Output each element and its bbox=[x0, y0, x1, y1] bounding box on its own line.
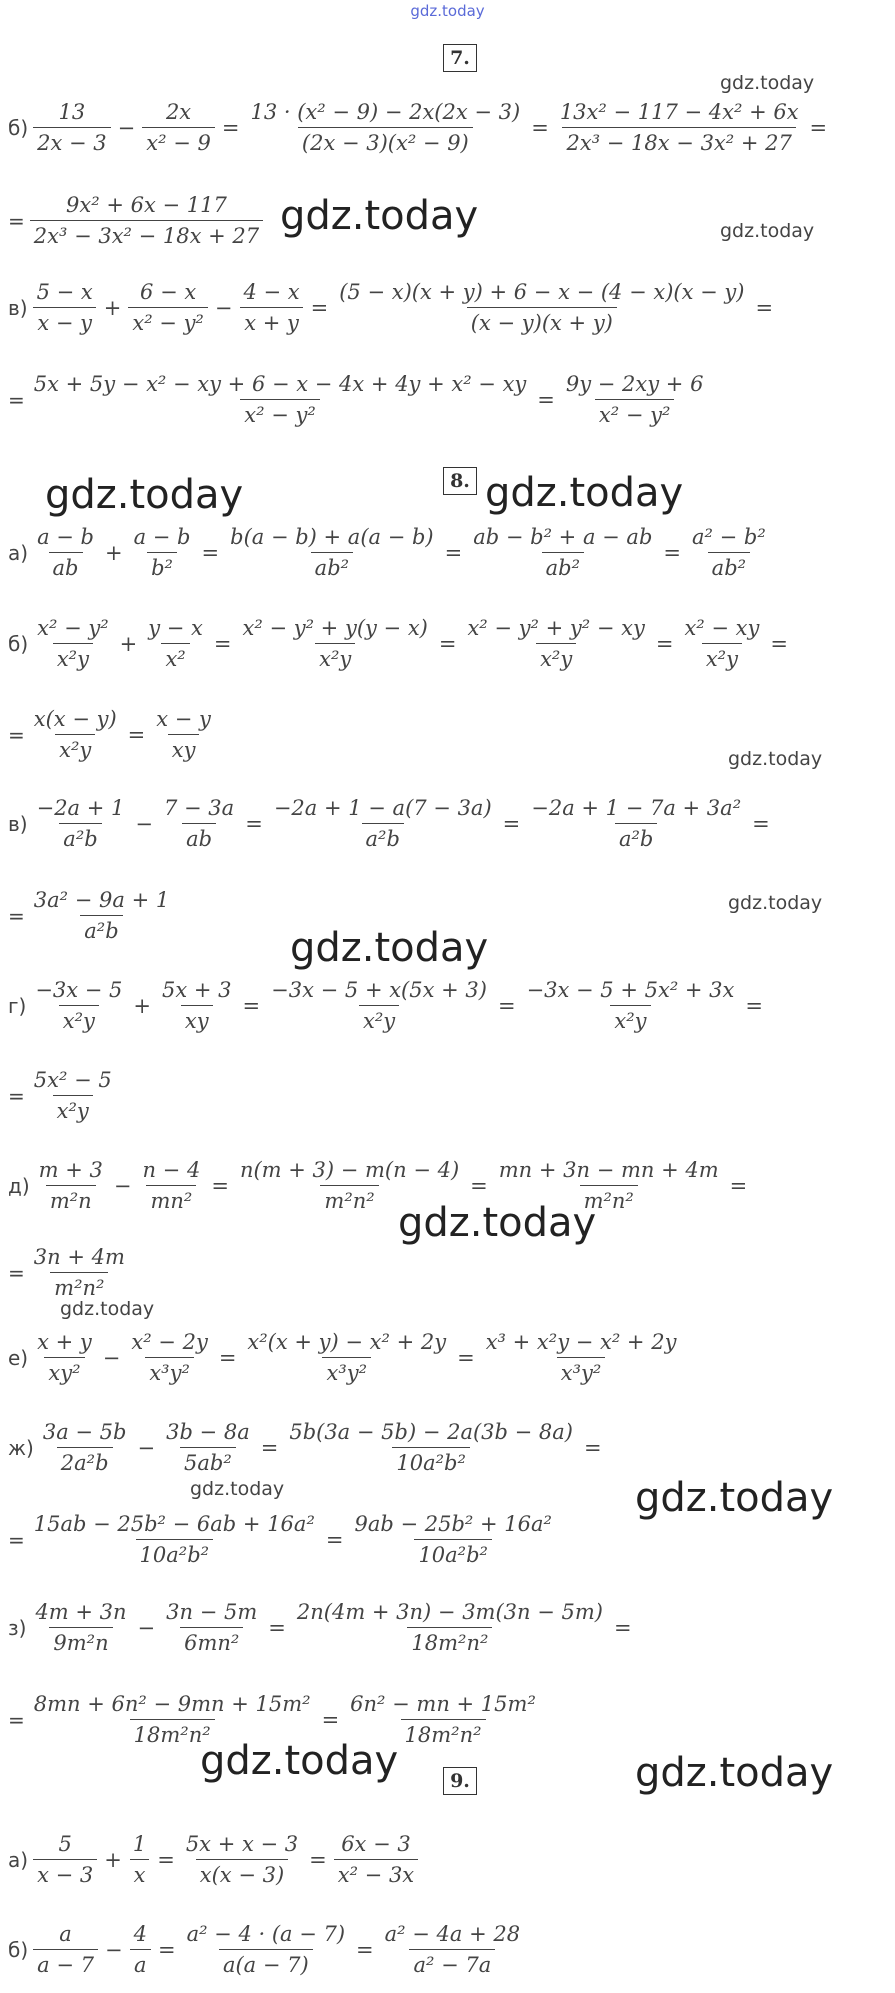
operator: = bbox=[497, 993, 516, 1018]
operator: = bbox=[655, 631, 674, 656]
watermark: gdz.today bbox=[728, 892, 823, 914]
denominator: x²y bbox=[359, 1005, 399, 1033]
numerator: 4 − x bbox=[243, 280, 300, 304]
fraction bbox=[33, 100, 111, 155]
operator: = bbox=[310, 295, 329, 320]
operator: = bbox=[211, 1173, 229, 1198]
watermark: gdz.today bbox=[45, 472, 244, 518]
operator: = bbox=[444, 540, 463, 565]
fraction bbox=[31, 1600, 130, 1655]
watermark: gdz.today bbox=[398, 1200, 597, 1246]
equation-label: = bbox=[8, 387, 25, 412]
denominator: a − 7 bbox=[33, 1949, 98, 1977]
numerator: 13x² − 117 − 4x² + 6x bbox=[559, 100, 799, 124]
equation-label: д) bbox=[8, 1173, 30, 1198]
fraction bbox=[33, 1832, 97, 1887]
operator: = bbox=[537, 387, 555, 412]
fraction bbox=[495, 1158, 723, 1213]
equation-line bbox=[8, 1330, 682, 1385]
denominator: x²y bbox=[53, 1095, 93, 1123]
denominator: ab² bbox=[708, 552, 750, 580]
watermark: gdz.today bbox=[280, 193, 479, 239]
operator: = bbox=[201, 540, 220, 565]
equation-label: ж) bbox=[8, 1435, 34, 1460]
denominator: m²n² bbox=[320, 1185, 378, 1213]
operator: = bbox=[242, 993, 261, 1018]
numerator: x + y bbox=[37, 1330, 92, 1354]
denominator: m²n² bbox=[50, 1272, 108, 1300]
denominator: a²b bbox=[615, 823, 657, 851]
denominator: b² bbox=[147, 552, 177, 580]
numerator: x² − y² bbox=[37, 616, 109, 640]
operator: − bbox=[104, 1937, 123, 1962]
fraction bbox=[162, 1600, 261, 1655]
operator: + bbox=[119, 631, 138, 656]
denominator: 2x³ − 3x² − 18x + 27 bbox=[30, 220, 263, 248]
operator: = bbox=[213, 631, 232, 656]
watermark: gdz.today bbox=[60, 1298, 155, 1320]
fraction bbox=[183, 1922, 349, 1977]
fraction bbox=[33, 525, 98, 580]
denominator: m²n bbox=[46, 1185, 96, 1213]
fraction bbox=[556, 100, 803, 155]
denominator: x²y bbox=[702, 643, 742, 671]
watermark: gdz.today bbox=[190, 1478, 285, 1500]
fraction bbox=[243, 1330, 450, 1385]
denominator: ab² bbox=[542, 552, 584, 580]
operator: = bbox=[218, 1345, 237, 1370]
fraction bbox=[152, 707, 215, 762]
fraction bbox=[130, 1922, 151, 1977]
denominator: 2x³ − 18x − 3x² + 27 bbox=[562, 127, 795, 155]
operator: − bbox=[113, 1173, 132, 1198]
operator: − bbox=[102, 1345, 121, 1370]
fraction bbox=[33, 796, 129, 851]
watermark: gdz.today bbox=[200, 1738, 399, 1784]
watermark: gdz.today bbox=[485, 470, 684, 516]
fraction bbox=[30, 1692, 315, 1747]
fraction bbox=[350, 1512, 555, 1567]
fraction bbox=[130, 525, 195, 580]
equation-line bbox=[8, 1512, 558, 1567]
denominator: x²y bbox=[55, 734, 95, 762]
numerator: 3n + 4m bbox=[33, 1245, 125, 1269]
numerator: a − b bbox=[133, 525, 191, 549]
numerator: 3n − 5m bbox=[166, 1600, 258, 1624]
operator: = bbox=[770, 631, 788, 656]
fraction bbox=[285, 1420, 577, 1475]
numerator: x² − y² + y(y − x) bbox=[242, 616, 428, 640]
denominator: x² − y² bbox=[595, 399, 675, 427]
problem-8-number: 8. bbox=[443, 467, 477, 495]
fraction bbox=[523, 978, 739, 1033]
watermark: gdz.today bbox=[728, 748, 823, 770]
numerator: b(a − b) + a(a − b) bbox=[230, 525, 434, 549]
numerator: 3a − 5b bbox=[42, 1420, 127, 1444]
equation-line bbox=[8, 525, 772, 580]
fraction bbox=[39, 1420, 131, 1475]
operator: + bbox=[104, 1847, 122, 1872]
numerator: −2a + 1 − 7a + 3a² bbox=[531, 796, 742, 820]
equation-label: г) bbox=[8, 993, 27, 1018]
denominator: x² − y² bbox=[128, 307, 208, 335]
equation-line bbox=[8, 1922, 526, 1977]
denominator: mn² bbox=[146, 1185, 196, 1213]
fraction bbox=[127, 1330, 211, 1385]
fraction bbox=[160, 796, 238, 851]
denominator: a(a − 7) bbox=[219, 1949, 313, 1977]
denominator: x²y bbox=[59, 1005, 99, 1033]
denominator: 10a²b² bbox=[414, 1539, 492, 1567]
denominator: x²y bbox=[536, 643, 576, 671]
operator: = bbox=[309, 1847, 327, 1872]
equation-line bbox=[8, 978, 768, 1033]
numerator: 8mn + 6n² − 9mn + 15m² bbox=[33, 1692, 311, 1716]
equation-line bbox=[8, 372, 709, 427]
denominator: 18m²n² bbox=[407, 1627, 492, 1655]
watermark: gdz.today bbox=[720, 220, 815, 242]
operator: = bbox=[502, 811, 521, 836]
numerator: x² − xy bbox=[684, 616, 760, 640]
numerator: 2x bbox=[165, 100, 192, 124]
top-watermark: gdz.today bbox=[410, 2, 485, 20]
denominator: 6mn² bbox=[180, 1627, 243, 1655]
operator: = bbox=[127, 722, 146, 747]
operator: = bbox=[470, 1173, 488, 1198]
fraction bbox=[270, 796, 496, 851]
equation-label: б) bbox=[8, 115, 29, 140]
numerator: a² − 4 · (a − 7) bbox=[186, 1922, 346, 1946]
denominator: x² − 3x bbox=[334, 1859, 418, 1887]
denominator: xy bbox=[181, 1005, 213, 1033]
fraction bbox=[293, 1600, 607, 1655]
equation-line bbox=[8, 888, 175, 943]
numerator: 5 − x bbox=[36, 280, 93, 304]
problem-7-number: 7. bbox=[443, 44, 477, 72]
denominator: 9m²n bbox=[49, 1627, 112, 1655]
numerator: a² − b² bbox=[692, 525, 766, 549]
denominator: x(x − 3) bbox=[196, 1859, 288, 1887]
equation-label: = bbox=[8, 1083, 25, 1108]
denominator: a bbox=[130, 1949, 151, 1977]
equation-line bbox=[8, 1692, 542, 1747]
operator: = bbox=[613, 1615, 632, 1640]
denominator: x²y bbox=[610, 1005, 650, 1033]
equation-line bbox=[8, 707, 217, 762]
fraction bbox=[30, 888, 173, 943]
denominator: xy bbox=[168, 734, 200, 762]
denominator: m²n² bbox=[580, 1185, 638, 1213]
fraction bbox=[239, 616, 432, 671]
numerator: 1 bbox=[132, 1832, 147, 1856]
numerator: 9y − 2xy + 6 bbox=[565, 372, 704, 396]
equation-label: б) bbox=[8, 631, 29, 656]
denominator: a²b bbox=[80, 915, 122, 943]
numerator: m + 3 bbox=[38, 1158, 103, 1182]
equation-label: а) bbox=[8, 540, 29, 565]
numerator: ab − b² + a − ab bbox=[473, 525, 653, 549]
watermark: gdz.today bbox=[720, 72, 815, 94]
denominator: x + y bbox=[240, 307, 303, 335]
numerator: 13 · (x² − 9) − 2x(2x − 3) bbox=[250, 100, 521, 124]
equation-line bbox=[8, 1832, 420, 1887]
operator: = bbox=[245, 811, 263, 836]
equation-line bbox=[8, 1158, 752, 1213]
operator: = bbox=[584, 1435, 602, 1460]
equation-label: б) bbox=[8, 1937, 29, 1962]
numerator: 15ab − 25b² − 6ab + 16a² bbox=[33, 1512, 315, 1536]
fraction bbox=[30, 1068, 116, 1123]
fraction bbox=[138, 1158, 204, 1213]
numerator: 2n(4m + 3n) − 3m(3n − 5m) bbox=[296, 1600, 603, 1624]
numerator: 5b(3a − 5b) − 2a(3b − 8a) bbox=[289, 1420, 573, 1444]
fraction bbox=[33, 616, 113, 671]
fraction bbox=[31, 978, 126, 1033]
operator: = bbox=[157, 1847, 175, 1872]
numerator: n − 4 bbox=[142, 1158, 201, 1182]
numerator: 4m + 3n bbox=[35, 1600, 127, 1624]
denominator: 10a²b² bbox=[392, 1447, 470, 1475]
numerator: −3x − 5 bbox=[35, 978, 123, 1002]
denominator: 2x − 3 bbox=[33, 127, 111, 155]
equation-line bbox=[8, 1245, 131, 1300]
operator: + bbox=[133, 993, 152, 1018]
denominator: x³y² bbox=[557, 1357, 606, 1385]
fraction bbox=[688, 525, 770, 580]
fraction bbox=[335, 280, 748, 335]
denominator: 18m²n² bbox=[401, 1719, 486, 1747]
denominator: 2a²b bbox=[57, 1447, 113, 1475]
denominator: xy² bbox=[44, 1357, 84, 1385]
numerator: −3x − 5 + 5x² + 3x bbox=[526, 978, 735, 1002]
operator: − bbox=[117, 115, 136, 140]
equation-line bbox=[8, 796, 775, 851]
denominator: x² bbox=[161, 643, 189, 671]
equation-line bbox=[8, 1420, 607, 1475]
numerator: x² − y² + y² − xy bbox=[467, 616, 645, 640]
denominator: a²b bbox=[362, 823, 404, 851]
denominator: x²y bbox=[315, 643, 355, 671]
equation-line bbox=[8, 616, 793, 671]
denominator: ab² bbox=[311, 552, 353, 580]
fraction bbox=[246, 100, 524, 155]
numerator: y − x bbox=[148, 616, 203, 640]
operator: − bbox=[135, 811, 153, 836]
numerator: 3a² − 9a + 1 bbox=[33, 888, 170, 912]
denominator: ab bbox=[49, 552, 83, 580]
denominator: 5ab² bbox=[180, 1447, 236, 1475]
equation-line bbox=[8, 193, 265, 248]
fraction bbox=[239, 280, 303, 335]
numerator: x²(x + y) − x² + 2y bbox=[247, 1330, 447, 1354]
operator: = bbox=[157, 1937, 176, 1962]
operator: = bbox=[221, 115, 240, 140]
fraction bbox=[236, 1158, 463, 1213]
operator: = bbox=[809, 115, 828, 140]
equation-line bbox=[8, 280, 778, 335]
operator: + bbox=[104, 540, 123, 565]
equation-label: = bbox=[8, 1707, 25, 1732]
denominator: (2x − 3)(x² − 9) bbox=[298, 127, 473, 155]
operator: = bbox=[325, 1527, 344, 1552]
numerator: 6x − 3 bbox=[341, 1832, 411, 1856]
denominator: x² − y² bbox=[240, 399, 320, 427]
watermark: gdz.today bbox=[635, 1750, 834, 1796]
numerator: x³ + x²y − x² + 2y bbox=[485, 1330, 677, 1354]
equation-label: = bbox=[8, 208, 25, 233]
fraction bbox=[35, 1158, 107, 1213]
denominator: x bbox=[130, 1859, 150, 1887]
fraction bbox=[680, 616, 763, 671]
equation-label: в) bbox=[8, 811, 28, 836]
numerator: 5x + 5y − x² − xy + 6 − x − 4x + 4y + x² − xy bbox=[33, 372, 527, 396]
fraction bbox=[334, 1832, 418, 1887]
operator: = bbox=[745, 993, 763, 1018]
numerator: 4 bbox=[133, 1922, 147, 1946]
fraction bbox=[30, 1245, 129, 1300]
equation-label: = bbox=[8, 903, 25, 928]
fraction bbox=[30, 193, 263, 248]
numerator: 5 bbox=[58, 1832, 72, 1856]
numerator: x − y bbox=[156, 707, 211, 731]
equation-label: = bbox=[8, 722, 25, 747]
operator: = bbox=[438, 631, 457, 656]
denominator: (x − y)(x + y) bbox=[467, 307, 617, 335]
operator: + bbox=[103, 295, 122, 320]
fraction bbox=[142, 100, 215, 155]
fraction bbox=[226, 525, 438, 580]
numerator: 6n² − mn + 15m² bbox=[350, 1692, 536, 1716]
equation-label: = bbox=[8, 1260, 25, 1285]
numerator: x² − 2y bbox=[131, 1330, 208, 1354]
numerator: (5 − x)(x + y) + 6 − x − (4 − x)(x − y) bbox=[339, 280, 745, 304]
fraction bbox=[482, 1330, 681, 1385]
fraction bbox=[267, 978, 491, 1033]
fraction bbox=[30, 372, 531, 427]
denominator: a²b bbox=[59, 823, 101, 851]
equation-label: = bbox=[8, 1527, 25, 1552]
operator: = bbox=[457, 1345, 475, 1370]
denominator: x − 3 bbox=[33, 1859, 97, 1887]
fraction bbox=[381, 1922, 524, 1977]
denominator: 18m²n² bbox=[130, 1719, 215, 1747]
numerator: mn + 3n − mn + 4m bbox=[498, 1158, 719, 1182]
equation-line bbox=[8, 100, 832, 155]
numerator: 13 bbox=[58, 100, 86, 124]
fraction bbox=[158, 978, 236, 1033]
operator: − bbox=[137, 1435, 156, 1460]
fraction bbox=[144, 616, 207, 671]
fraction bbox=[30, 1512, 319, 1567]
operator: = bbox=[321, 1707, 340, 1732]
numerator: 5x + 3 bbox=[162, 978, 232, 1002]
operator: = bbox=[268, 1615, 286, 1640]
operator: = bbox=[531, 115, 549, 140]
equation-label: а) bbox=[8, 1847, 29, 1872]
fraction bbox=[463, 616, 648, 671]
fraction bbox=[129, 1832, 150, 1887]
numerator: a − b bbox=[37, 525, 94, 549]
equation-line bbox=[8, 1068, 118, 1123]
denominator: ab bbox=[182, 823, 216, 851]
numerator: −3x − 5 + x(5x + 3) bbox=[271, 978, 487, 1002]
equation-label: в) bbox=[8, 295, 28, 320]
numerator: 7 − 3a bbox=[164, 796, 235, 820]
numerator: 5x² − 5 bbox=[33, 1068, 112, 1092]
numerator: 9ab − 25b² + 16a² bbox=[354, 1512, 552, 1536]
operator: = bbox=[755, 295, 774, 320]
numerator: n(m + 3) − m(n − 4) bbox=[239, 1158, 460, 1182]
denominator: 10a²b² bbox=[136, 1539, 214, 1567]
operator: = bbox=[260, 1435, 279, 1460]
numerator: 3b − 8a bbox=[166, 1420, 250, 1444]
denominator: x³y² bbox=[145, 1357, 194, 1385]
numerator: −2a + 1 bbox=[36, 796, 125, 820]
operator: − bbox=[214, 295, 233, 320]
watermark: gdz.today bbox=[635, 1475, 834, 1521]
numerator: a² − 4a + 28 bbox=[384, 1922, 521, 1946]
operator: = bbox=[729, 1173, 748, 1198]
operator: − bbox=[137, 1615, 156, 1640]
fraction bbox=[346, 1692, 540, 1747]
problem-9-number: 9. bbox=[443, 1767, 477, 1795]
equation-label: е) bbox=[8, 1345, 29, 1370]
fraction bbox=[562, 372, 708, 427]
equation-label: з) bbox=[8, 1615, 27, 1640]
denominator: x³y² bbox=[322, 1357, 371, 1385]
fraction bbox=[33, 1922, 98, 1977]
fraction bbox=[33, 280, 97, 335]
fraction bbox=[182, 1832, 302, 1887]
numerator: 6 − x bbox=[140, 280, 197, 304]
denominator: x − y bbox=[33, 307, 96, 335]
fraction bbox=[162, 1420, 254, 1475]
watermark: gdz.today bbox=[290, 925, 489, 971]
fraction bbox=[33, 1330, 96, 1385]
fraction bbox=[527, 796, 745, 851]
numerator: 5x + x − 3 bbox=[185, 1832, 299, 1856]
numerator: −2a + 1 − a(7 − 3a) bbox=[273, 796, 492, 820]
numerator: a bbox=[59, 1922, 72, 1946]
numerator: 9x² + 6x − 117 bbox=[66, 193, 227, 217]
operator: = bbox=[663, 540, 681, 565]
fraction bbox=[128, 280, 208, 335]
equation-line bbox=[8, 1600, 637, 1655]
operator: = bbox=[752, 811, 770, 836]
denominator: a² − 7a bbox=[409, 1949, 495, 1977]
numerator: x(x − y) bbox=[33, 707, 117, 731]
fraction bbox=[30, 707, 121, 762]
fraction bbox=[469, 525, 656, 580]
denominator: x² − 9 bbox=[142, 127, 215, 155]
operator: = bbox=[356, 1937, 374, 1962]
denominator: x²y bbox=[53, 643, 93, 671]
